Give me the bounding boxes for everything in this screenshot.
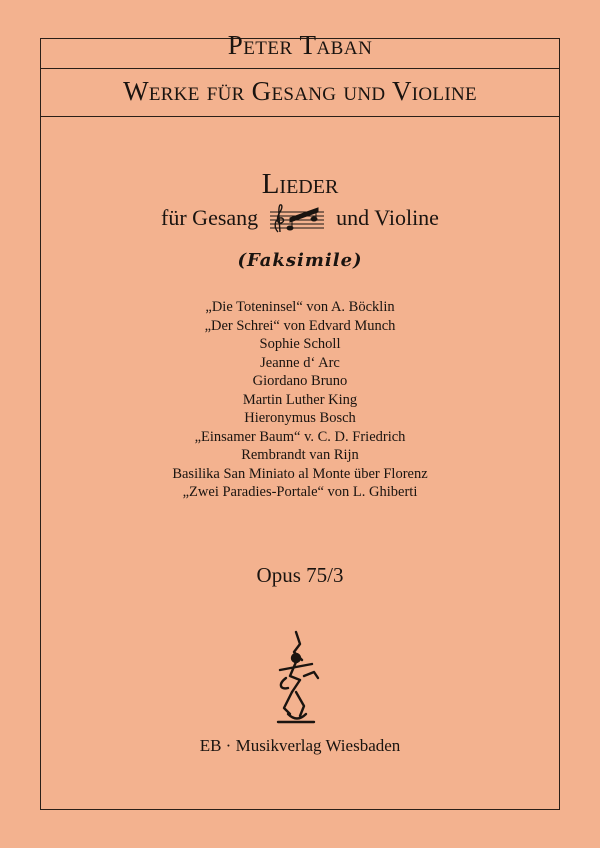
list-item: Martin Luther King (242, 391, 358, 408)
page-title: Lieder (261, 168, 339, 200)
subtitle-right: und Violine (336, 205, 439, 230)
subtitle (0, 202, 600, 234)
facsimile-label: (Faksimile) (237, 250, 363, 271)
opus-number: Opus 75/3 (256, 563, 344, 587)
song-list (0, 298, 600, 502)
list-item: „Der Schrei“ von Edvard Munch (204, 317, 396, 334)
series-title: Werke für Gesang und Violine (123, 76, 477, 106)
list-item: Giordano Bruno (252, 373, 348, 389)
header-bottom-rule (40, 116, 560, 117)
violinist-emblem-icon (266, 630, 326, 728)
list-item: „Die Toteninsel“ von A. Böcklin (205, 299, 395, 315)
list-item: Rembrandt van Rijn (241, 447, 359, 463)
music-staff-icon (268, 202, 326, 234)
list-item: „Einsamer Baum“ v. C. D. Friedrich (194, 428, 406, 445)
composer-name: Peter Taban (227, 30, 373, 60)
header-top-rule (40, 68, 560, 69)
list-item: Jeanne d‘ Arc (260, 354, 340, 371)
publisher-name: EB · Musikverlag Wiesbaden (199, 736, 401, 755)
list-item: Hieronymus Bosch (244, 410, 356, 426)
subtitle-left: für Gesang (161, 205, 259, 230)
list-item: „Zwei Paradies-Portale“ von L. Ghiberti (182, 484, 418, 500)
list-item: Sophie Scholl (259, 336, 341, 352)
list-item: Basilika San Miniato al Monte über Florenz (172, 465, 428, 482)
